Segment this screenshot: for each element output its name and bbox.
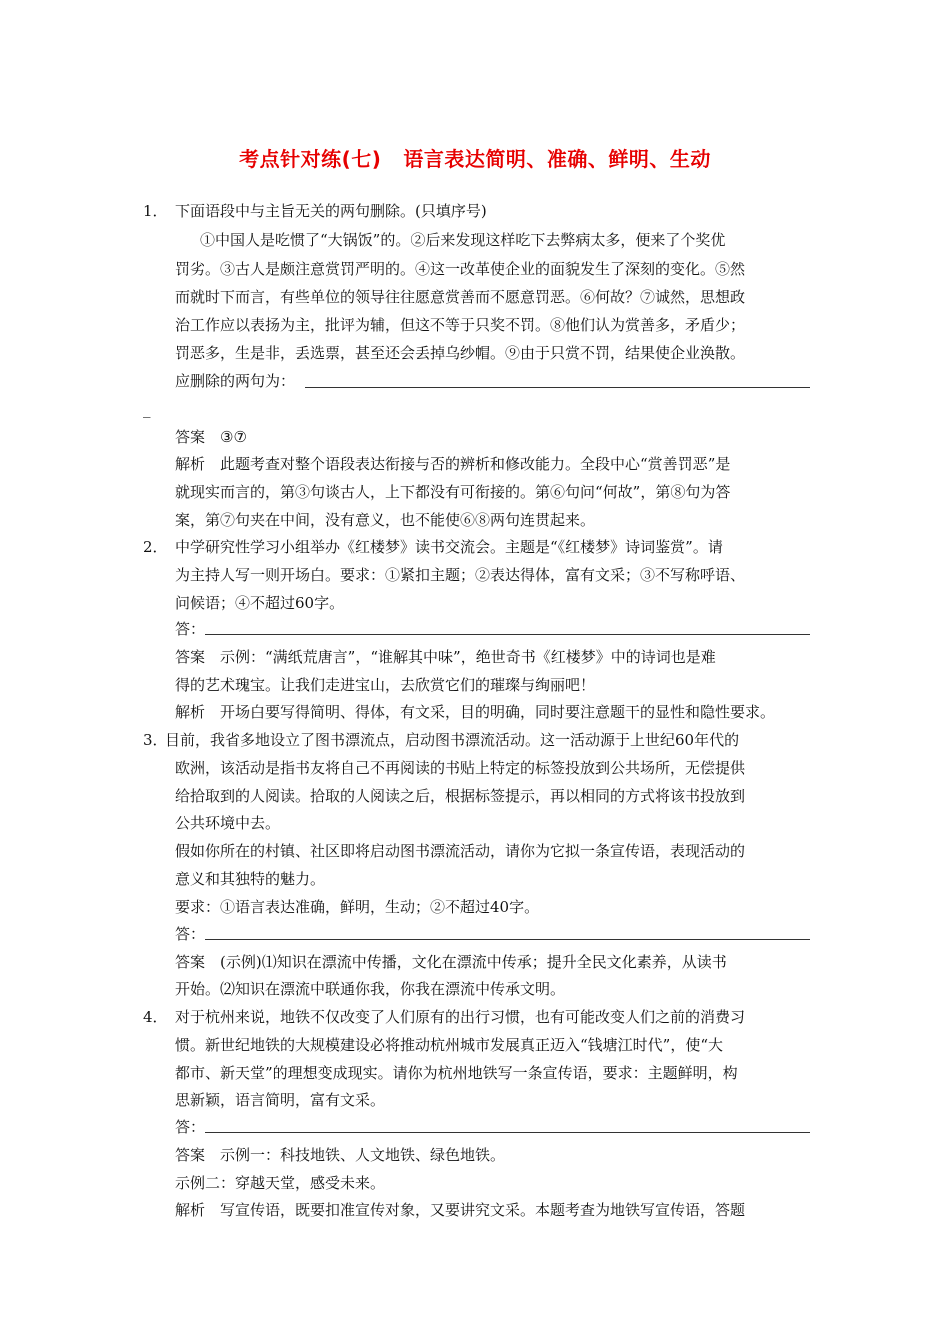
q4-analysis [175, 1200, 745, 1220]
q4-stem-line: 思新颖，语言简明，富有文采。 [175, 1091, 386, 1109]
q2-stem-line: 中学研究性学习小组举办《红楼梦》读书交流会。主题是“《红楼梦》诗词鉴赏”。请 [175, 538, 723, 556]
q3-requirement: 要求：①语言表达准确，鲜明，生动；②不超过40字。 [175, 898, 540, 916]
q2-number: 2． [143, 538, 168, 556]
q1-passage-line: 罚恶多，生是非，丢选票，甚至还会丢掉乌纱帽。⑨由于只赏不罚，结果使企业涣散。 [175, 344, 746, 362]
title-part2: 语言表达简明、准确、鲜明、生动 [403, 147, 711, 171]
answer-label: 答案 [175, 648, 206, 666]
answer-label: 答案 [175, 953, 206, 971]
q1-stem: 下面语段中与主旨无关的两句删除。(只填序号) [175, 202, 487, 220]
q3-blank-label: 答： [175, 925, 206, 943]
q2-blank-label: 答： [175, 620, 206, 638]
q1-passage-line: 而就时下而言，有些单位的领导往往愿意赏善而不愿意罚恶。⑥何故？⑦诚然，思想政 [175, 288, 746, 306]
q3-stem-line: 意义和其独特的魅力。 [175, 870, 326, 888]
q1-blank-label: 应删除的两句为： [175, 372, 296, 390]
q1-answer-text: ③⑦ [220, 428, 247, 446]
q3-number: 3． [143, 731, 168, 749]
q1-analysis-line: 案，第⑦句夹在中间，没有意义，也不能使⑥⑧两句连贯起来。 [175, 511, 596, 529]
q4-stem-line: 对于杭州来说，地铁不仅改变了人们原有的出行习惯，也有可能改变人们之前的消费习 [175, 1008, 746, 1026]
q3-answer-text: (示例)⑴知识在漂流中传播，文化在漂流中传承；提升全民文化素养，从读书 [220, 953, 727, 971]
q1-passage-line: ①中国人是吃惯了“大锅饭”的。②后来发现这样吃下去弊病太多，便来了个奖优 [200, 231, 726, 249]
answer-label: 答案 [175, 428, 206, 446]
q2-stem-line: 问候语；④不超过60字。 [175, 594, 345, 612]
q2-analysis [175, 702, 775, 722]
q2-answer-text: 示例：“满纸荒唐言”，“谁解其中味”，绝世奇书《红楼梦》中的诗词也是难 [220, 648, 716, 666]
q3-stem-line: 假如你所在的村镇、社区即将启动图书漂流活动，请你为它拟一条宣传语，表现活动的 [175, 842, 746, 860]
analysis-label: 解析 [175, 703, 206, 721]
q2-answer-line[interactable] [205, 634, 810, 635]
answer-label: 答案 [175, 1146, 206, 1164]
q3-answer [175, 952, 727, 972]
q3-answer-line: 开始。⑵知识在漂流中联通你我，你我在漂流中传承文明。 [175, 980, 566, 998]
q2-answer [175, 647, 716, 667]
q1-dash: _ [143, 400, 151, 418]
q1-analysis [175, 454, 730, 474]
q4-answer [175, 1145, 505, 1165]
q1-answer [175, 427, 247, 447]
q1-analysis-text: 此题考查对整个语段表达衔接与否的辨析和修改能力。全段中心“赏善罚恶”是 [220, 455, 731, 473]
q4-number: 4． [143, 1008, 168, 1026]
q4-analysis-text: 写宣传语，既要扣准宣传对象，又要讲究文采。本题考查为地铁写宣传语，答题 [220, 1201, 746, 1219]
page-title [0, 143, 950, 172]
q3-stem-line: 欧洲，该活动是指书友将自己不再阅读的书贴上特定的标签投放到公共场所，无偿提供 [175, 759, 746, 777]
q1-answer-line[interactable] [305, 387, 810, 388]
q1-passage-line: 治工作应以表扬为主，批评为辅，但这不等于只奖不罚。⑧他们认为赏善多，矛盾少； [175, 316, 746, 334]
q1-passage-line: 罚劣。③古人是颇注意赏罚严明的。④这一改革使企业的面貌发生了深刻的变化。⑤然 [175, 260, 746, 278]
title-part1: 考点针对练(七) [239, 147, 382, 171]
q4-stem-line: 都市、新天堂”的理想变成现实。请你为杭州地铁写一条宣传语，要求：主题鲜明，构 [175, 1064, 738, 1082]
analysis-label: 解析 [175, 455, 206, 473]
q3-stem-line: 目前，我省多地设立了图书漂流点，启动图书漂流活动。这一活动源于上世纪60年代的 [165, 731, 740, 749]
analysis-label: 解析 [175, 1201, 206, 1219]
q2-answer-line: 得的艺术瑰宝。让我们走进宝山，去欣赏它们的璀璨与绚丽吧！ [175, 676, 596, 694]
q2-stem-line: 为主持人写一则开场白。要求：①紧扣主题；②表达得体，富有文采；③不写称呼语、 [175, 566, 746, 584]
q1-analysis-line: 就现实而言的，第③句谈古人，上下都没有可衔接的。第⑥句问“何故”，第⑧句为答 [175, 483, 731, 501]
q4-answer-line[interactable] [205, 1132, 810, 1133]
q3-stem-line: 给拾取到的人阅读。拾取的人阅读之后，根据标签提示，再以相同的方式将该书投放到 [175, 787, 746, 805]
q1-number: 1． [143, 202, 168, 220]
q4-answer-text: 示例一：科技地铁、人文地铁、绿色地铁。 [220, 1146, 506, 1164]
q2-analysis-text: 开场白要写得简明、得体，有文采，目的明确，同时要注意题干的显性和隐性要求。 [220, 703, 776, 721]
q3-stem-line: 公共环境中去。 [175, 814, 281, 832]
q4-blank-label: 答： [175, 1118, 206, 1136]
q3-answer-line[interactable] [205, 939, 810, 940]
q4-stem-line: 惯。新世纪地铁的大规模建设必将推动杭州城市发展真正迈入“钱塘江时代”，使“大 [175, 1036, 724, 1054]
q4-answer-line: 示例二：穿越天堂，感受未来。 [175, 1174, 386, 1192]
